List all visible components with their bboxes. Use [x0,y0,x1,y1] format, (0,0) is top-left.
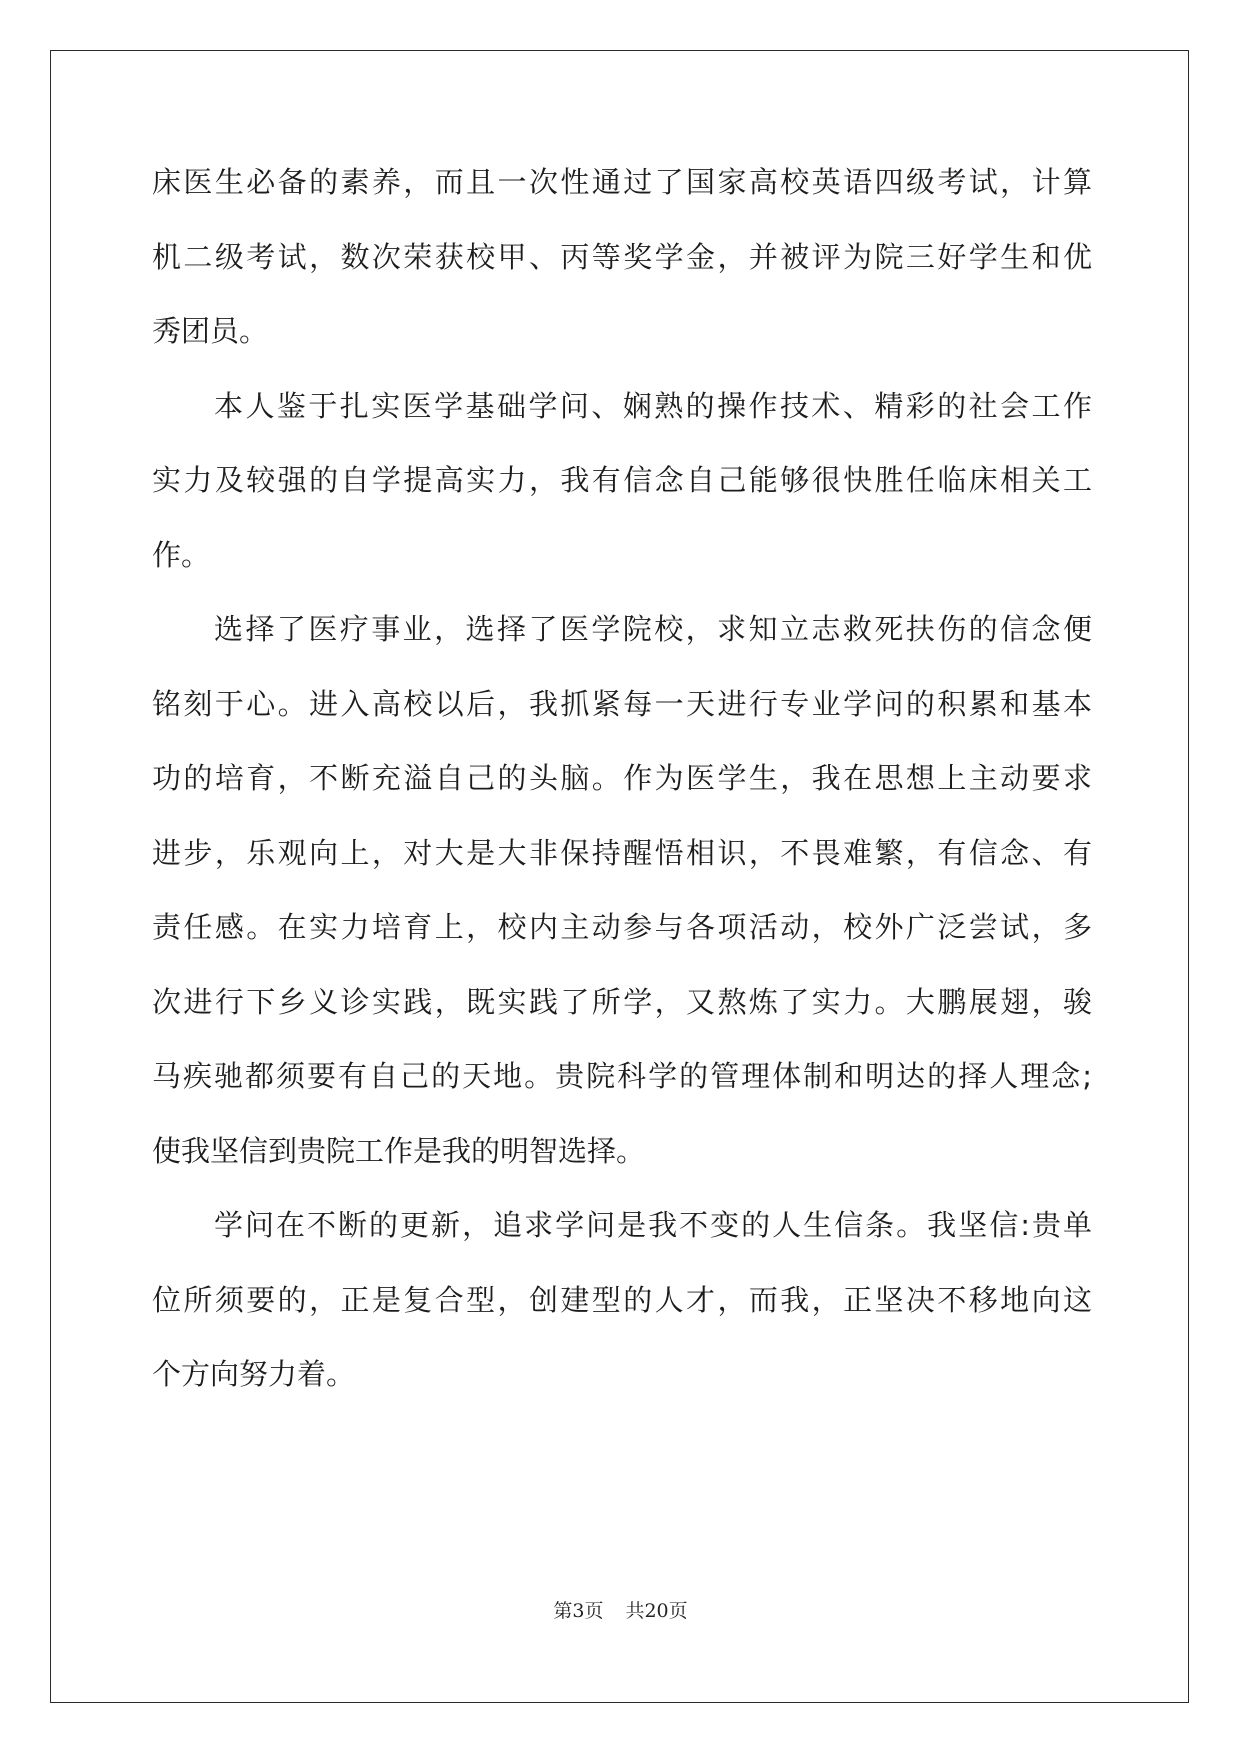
text-line: 位所须要的，正是复合型，创建型的人才，而我，正坚决不移地向这 [152,1283,1092,1317]
text-line: 作。 [152,538,211,572]
text-line: 机二级考试，数次荣获校甲、丙等奖学金，并被评为院三好学生和优 [152,240,1092,274]
text-line: 功的培育，不断充溢自己的头脑。作为医学生，我在思想上主动要求 [152,761,1092,795]
text-line: 铭刻于心。进入高校以后，我抓紧每一天进行专业学问的积累和基本 [152,687,1092,721]
page-footer [0,1596,1241,1623]
text-line: 马疾驰都须要有自己的天地。贵院科学的管理体制和明达的择人理念; [152,1059,1092,1093]
text-line: 实力及较强的自学提高实力，我有信念自己能够很快胜任临床相关工 [152,463,1092,497]
paragraph-first-line: 本人鉴于扎实医学基础学问、娴熟的操作技术、精彩的社会工作 [214,389,1092,423]
text-line: 秀团员。 [152,314,269,348]
page-number: 第3页 [553,1600,604,1622]
text-line: 使我坚信到贵院工作是我的明智选择。 [152,1134,646,1168]
paragraph-first-line: 学问在不断的更新，追求学问是我不变的人生信条。我坚信:贵单 [214,1208,1092,1242]
text-line: 次进行下乡义诊实践，既实践了所学，又熬炼了实力。大鹏展翅，骏 [152,985,1092,1019]
paragraph-first-line: 选择了医疗事业，选择了医学院校，求知立志救死扶伤的信念便 [214,612,1092,646]
page-total: 共20页 [625,1600,688,1622]
text-line: 个方向努力着。 [152,1357,356,1391]
text-line: 床医生必备的素养，而且一次性通过了国家高校英语四级考试，计算 [152,165,1092,199]
text-line: 进步，乐观向上，对大是大非保持醒悟相识，不畏难繁，有信念、有 [152,836,1092,870]
text-line: 责任感。在实力培育上，校内主动参与各项活动，校外广泛尝试，多 [152,910,1092,944]
